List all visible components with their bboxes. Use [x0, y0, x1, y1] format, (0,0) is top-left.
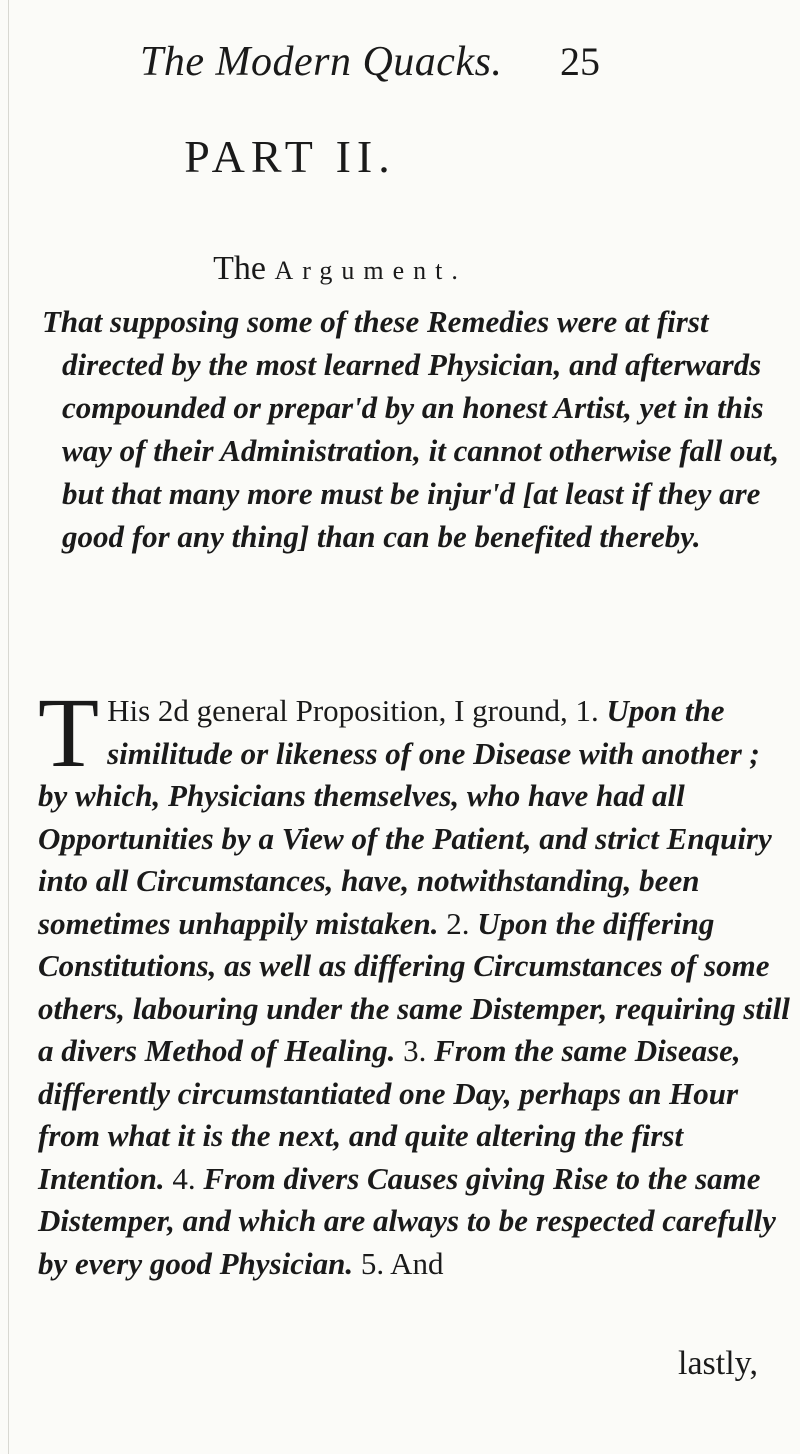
body-italic-text: From the same Disease, differently circumstantiated one Day, perhaps an Hour from what it is the next, and quite altering the first Intention. [38, 1033, 741, 1196]
body-roman-text: 5. And [353, 1245, 444, 1281]
body-segments [38, 677, 790, 1281]
body-italic-text: Upon the differing Constitutions, as well as differing Circumstances of some others, labouring under the same Distemper, requiring still a divers Method of Healing. [38, 905, 790, 1068]
argument-heading [0, 250, 740, 288]
drop-cap: T [38, 677, 100, 788]
argument-heading-word: Argument. [274, 256, 467, 285]
body-italic-text: Upon the similitude or likeness of one Disease with another ; by which, Physicians themselves, who have had all Opportunities by a View of the Patient, and strict Enquiry into all Circumstances, have, notwithstanding, been sometimes unhappily mistaken. [38, 693, 772, 941]
page-edge-shadow [8, 0, 9, 1454]
body-italic-text: From divers Causes giving Rise to the same Distemper, and which are always to be respected carefully by every good Physician. [38, 1160, 776, 1281]
catchword: lastly, [678, 1345, 758, 1382]
body-roman-text: 1. [567, 693, 607, 728]
argument-summary: That supposing some of these Remedies were at first directed by the most learned Physician, and afterwards compounded or prepar'd by an honest Artist, yet in this way of their Administration, it cannot otherwise fall out, but that many more must be injur'd [at least if they are good for any thing] than can be benefited thereby. [42, 304, 780, 554]
page-number: 25 [560, 39, 600, 84]
body-opening: His 2d general Proposition, I ground, [107, 693, 568, 728]
part-title: PART II. [184, 131, 396, 182]
body-paragraph [38, 677, 790, 1285]
body-roman-text: 2. [438, 905, 478, 941]
running-head: The Modern Quacks. [140, 39, 503, 85]
argument-heading-the: The [213, 250, 266, 287]
body-roman-text: 3. [395, 1033, 435, 1068]
body-roman-text: 4. [164, 1160, 204, 1196]
